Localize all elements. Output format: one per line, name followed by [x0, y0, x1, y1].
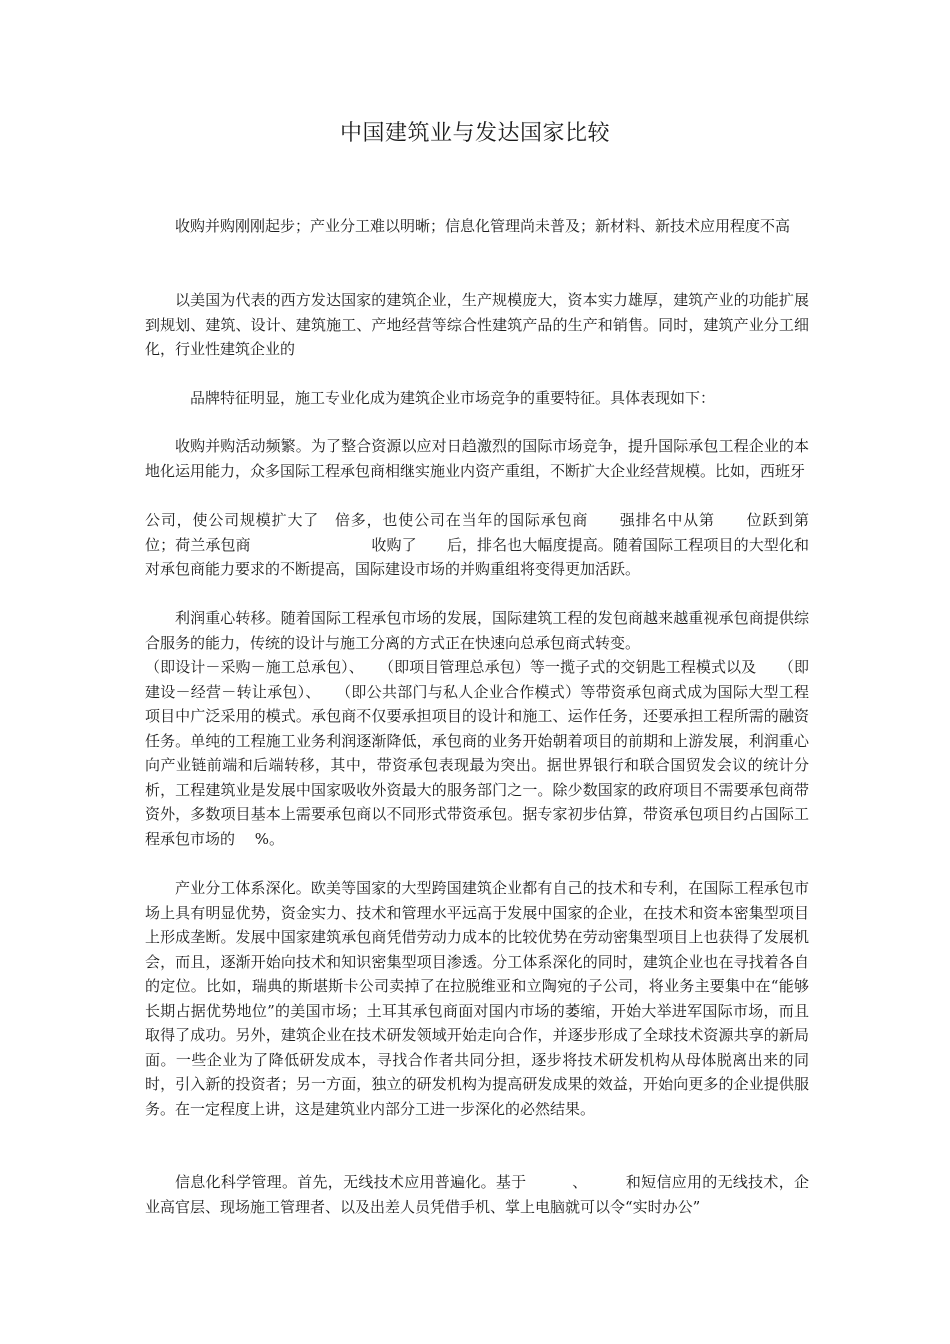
paragraph-western-firms: 以美国为代表的西方发达国家的建筑企业，生产规模庞大，资本实力雄厚，建筑产业的功能扩展到规划、建筑、设计、建筑施工、产地经营等综合性建筑产品的生产和销售。同时，建筑产业分工细化，行业性建筑企业的	[145, 291, 809, 358]
paragraph-division-of-labor: 产业分工体系深化。欧美等国家的大型跨国建筑企业都有自己的技术和专利，在国际工程承包市场上具有明显优势，资金实力、技术和管理水平远高于发展中国家的企业，在技术和资本密集型项目上形成垄断。发展中国家建筑承包商凭借劳动力成本的比较优势在劳动密集型项目上也获得了发展机会，而且，逐渐开始向技术和知识密集型项目渗透。分工体系深化的同时，建筑企业也在寻找着各自的定位。比如，瑞典的斯堪斯卡公司卖掉了在拉脱维亚和立陶宛的子公司，将业务主要集中在“能够长期占据优势地位”的美国市场；土耳其承包商面对国内市场的萎缩，开始大举进军国际市场，而且取得了成功。另外，建筑企业在技术研发领域开始走向合作，并逐步形成了全球技术资源共享的新局面。一些企业为了降低研发成本，寻找合作者共同分担，逐步将技术研发机构从母体脱离出来的同时，引入新的投资者；另一方面，独立的研发机构为提高研发成果的效益，开始向更多的企业提供服务。在一定程度上讲，这是建筑业内部分工进一步深化的必然结果。	[145, 879, 809, 1118]
paragraph-intro: 收购并购刚刚起步；产业分工难以明晰；信息化管理尚未普及；新材料、新技术应用程度不高	[175, 217, 791, 235]
paragraph-information-management: 信息化科学管理。首先，无线技术应用普遍化。基于 、 和短信应用的无线技术，企业高官层、现场施工管理者、以及出差人员凭借手机、掌上电脑就可以令“实时办公”	[145, 1173, 809, 1216]
paragraph-acquisitions	[145, 434, 809, 483]
paragraph-brand-features: 品牌特征明显，施工专业化成为建筑企业市场竞争的重要特征。具体表现如下：	[190, 389, 716, 407]
document-title: 中国建筑业与发达国家比较	[339, 121, 610, 146]
paragraph-profit-shift: 利润重心转移。随着国际工程承包市场的发展，国际建筑工程的发包商越来越重视承包商提供综合服务的能力，传统的设计与施工分离的方式正在快速向总承包商式转变。	[145, 609, 809, 652]
paragraph-profit-shift-cont: （即设计－采购－施工总承包）、 （即项目管理总承包）等一揽子式的交钥匙工程模式以及 （即建设－经营－转让承包）、 （即公共部门与私人企业合作模式）等带资承包商式成为国际大型工程项目中广泛采用的模式。承包商不仅要承担项目的设计和施工、运作任务，还要承担工程所需的融资任务。单纯的工程施工业务利润逐渐降低，承包商的业务开始朝着项目的前期和上游发展，利润重心向产业链前端和后端转移，其中，带资承包表现最为突出。据世界银行和联合国贸发会议的统计分析，工程建筑业是发展中国家吸收外资最大的服务部门之一。除少数国家的政府项目不需要承包商带资外，多数项目基本上需要承包商以不同形式带资承包。据专家初步估算，带资承包项目约占国际工程承包市场的 %。	[145, 658, 809, 848]
acquisitions-text: 收购并购活动频繁。为了整合资源以应对日趋激烈的国际市场竞争，提升国际承包工程企业的本地化运用能力，众多国际工程承包商相继实施业内资产重组，不断扩大企业经营规模。比如，西班牙	[145, 437, 809, 480]
paragraph-acquisitions-cont: 公司，使公司规模扩大了 倍多，也使公司在当年的国际承包商 强排名中从第 位跃到第 位；荷兰承包商 收购了 后，排名也大幅度提高。随着国际工程项目的大型化和对承包商能力要求的不断提高，国际建设市场的并购重组将变得更加活跃。	[145, 511, 840, 578]
